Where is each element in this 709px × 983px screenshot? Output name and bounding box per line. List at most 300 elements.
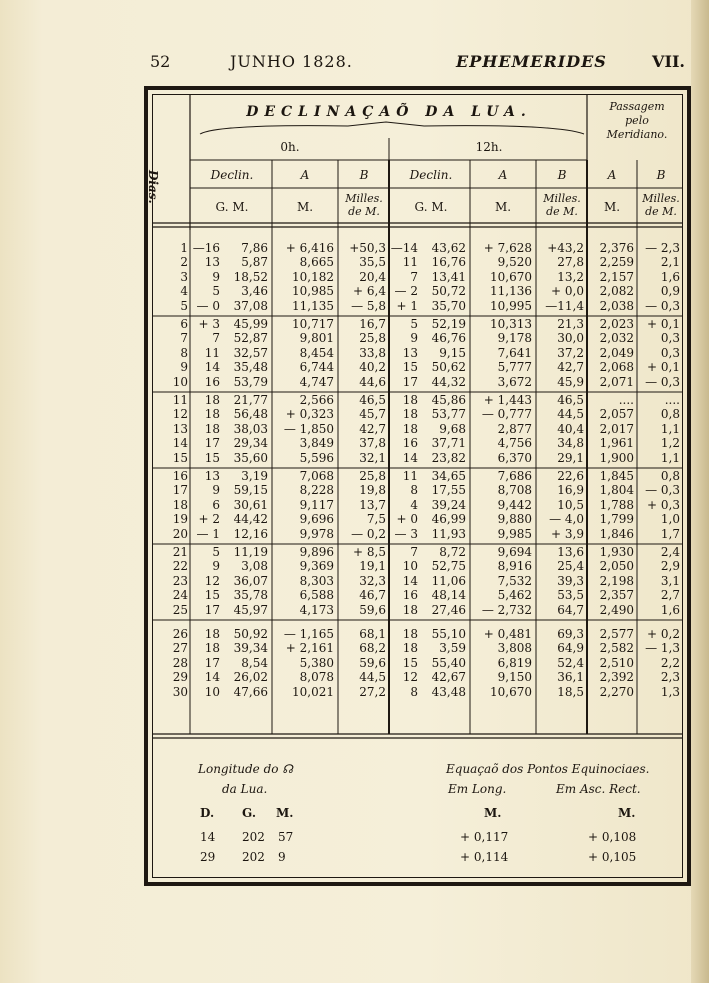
declin-12h-min-cell: 27,46 (431, 602, 466, 617)
declin-12h-deg-cell: 11 (402, 255, 418, 270)
a-passagem-cell: 1,804 (599, 483, 634, 498)
a-12h-cell: 9,178 (497, 331, 532, 346)
declin-12h-deg-cell: 12 (402, 670, 418, 685)
declin-0h-min-cell: 44,42 (233, 512, 268, 527)
b-0h-cell: 44,6 (359, 374, 386, 389)
a-0h-cell: 6,588 (299, 588, 334, 603)
declin-0h-min-cell: 7,86 (241, 241, 268, 255)
b-passagem-cell: 2,4 (660, 545, 680, 559)
a-passagem-cell: .... (618, 393, 634, 407)
a-0h-cell: 10,182 (292, 269, 334, 284)
declin-0h-min-cell: 56,48 (233, 407, 268, 422)
a-0h-cell: 5,596 (299, 450, 334, 465)
footer-minutes: 9 (278, 850, 286, 864)
a-0h-cell: 8,454 (299, 345, 334, 360)
day-cell: 8 (180, 345, 188, 360)
declin-0h-deg-cell: 6 (212, 497, 220, 512)
a-0h-cell: 4,173 (299, 602, 334, 617)
a-passagem-cell: 2,049 (599, 345, 634, 360)
b-0h-cell: — 0,2 (351, 526, 386, 541)
day-cell: 29 (172, 670, 188, 685)
declin-0h-min-cell: 3,19 (241, 469, 268, 483)
b-12h-cell: 13,6 (557, 545, 584, 559)
m-0h-unit: M. (296, 200, 314, 214)
b-12h-cell: 64,9 (557, 641, 584, 656)
declin-0h-deg-cell: 16 (204, 374, 220, 389)
b-0h-cell: 46,5 (359, 393, 386, 407)
b-12h-cell: 16,9 (557, 483, 584, 498)
declin-0h-deg-cell: 13 (204, 469, 220, 483)
declin-12h-min-cell: 9,68 (439, 421, 466, 436)
b-0h-cell: 42,7 (359, 421, 386, 436)
b-12h-cell: 37,2 (557, 345, 584, 360)
a-passagem-heading: A (607, 168, 617, 182)
footer-eq-long: + 0,114 (460, 850, 509, 864)
footer-asc-unit: M. (618, 806, 636, 820)
b-12h-cell: 27,8 (557, 255, 584, 270)
b-passagem-heading: B (656, 168, 666, 182)
b-0h-cell: + 6,4 (353, 284, 386, 299)
a-12h-cell: 9,985 (497, 526, 532, 541)
milles-0h-unit: Milles. de M. (345, 192, 383, 218)
declin-0h-min-cell: 45,99 (233, 317, 268, 331)
declin-0h-min-cell: 36,07 (233, 573, 268, 588)
milles-passagem-unit: Milles. de M. (642, 192, 680, 218)
declin-12h-deg-cell: 17 (402, 374, 418, 389)
declin-0h-min-cell: 18,52 (233, 269, 268, 284)
declin-0h-min-cell: 26,02 (233, 670, 268, 685)
m-12h-unit: M. (494, 200, 512, 214)
declin-0h-deg-cell: 9 (212, 269, 220, 284)
footer-long-unit: M. (484, 806, 502, 820)
declin-0h-min-cell: 38,03 (233, 421, 268, 436)
b-0h-cell: 44,5 (359, 670, 386, 685)
b-0h-cell: 37,8 (359, 436, 386, 451)
b-0h-cell: 16,7 (359, 317, 386, 331)
em-long-heading: Em Long. (448, 782, 507, 796)
day-cell: 27 (172, 641, 188, 656)
declin-0h-deg-cell: 7 (212, 331, 220, 346)
b-passagem-cell: 1,1 (660, 450, 680, 465)
declin-12h-deg-cell: 8 (410, 483, 418, 498)
declin-12h-deg-cell: —14 (390, 241, 418, 255)
declin-0h-deg-cell: —16 (192, 241, 220, 255)
declin-0h-heading: Declin. (210, 168, 254, 182)
footer-eq-long: + 0,117 (460, 830, 509, 844)
b-passagem-cell: — 0,3 (645, 298, 680, 313)
a-12h-cell: 10,670 (490, 269, 532, 284)
day-cell: 10 (172, 374, 188, 389)
declin-12h-min-cell: 55,10 (431, 627, 466, 641)
declin-0h-min-cell: 8,54 (241, 655, 268, 670)
b-0h-cell: 32,1 (359, 450, 386, 465)
declin-12h-min-cell: 52,75 (431, 559, 466, 574)
day-cell: 12 (172, 407, 188, 422)
b-0h-cell: +50,3 (349, 241, 386, 255)
b-passagem-cell: — 0,3 (645, 374, 680, 389)
book-gutter (691, 0, 709, 983)
declin-0h-deg-cell: 5 (212, 284, 220, 299)
a-12h-cell: 8,708 (497, 483, 532, 498)
declin-0h-deg-cell: 13 (204, 255, 220, 270)
b-passagem-cell: 1,6 (660, 602, 680, 617)
day-cell: 13 (172, 421, 188, 436)
a-12h-cell: — 2,732 (481, 602, 532, 617)
declin-12h-deg-cell: 18 (402, 627, 418, 641)
declin-12h-min-cell: 44,32 (431, 374, 466, 389)
a-12h-cell: 3,672 (497, 374, 532, 389)
b-0h-cell: 20,4 (359, 269, 386, 284)
declin-12h-deg-cell: 16 (402, 436, 418, 451)
a-passagem-cell: 1,845 (599, 469, 634, 483)
declin-0h-min-cell: 53,79 (233, 374, 268, 389)
b-passagem-cell: 1,6 (660, 269, 680, 284)
b-12h-cell: 42,7 (557, 360, 584, 375)
footer-day: 29 (200, 850, 216, 864)
declin-0h-min-cell: 29,34 (233, 436, 268, 451)
b-passagem-cell: 1,7 (660, 526, 680, 541)
b-12h-cell: 36,1 (557, 670, 584, 685)
b-passagem-cell: 1,0 (660, 512, 680, 527)
a-passagem-cell: 2,050 (599, 559, 634, 574)
a-0h-cell: 9,978 (299, 526, 334, 541)
a-passagem-cell: 2,023 (599, 317, 634, 331)
declin-12h-deg-cell: — 2 (394, 284, 418, 299)
footer-minutes: 57 (278, 830, 294, 844)
a-passagem-cell: 2,376 (599, 241, 634, 255)
declin-12h-deg-cell: 4 (410, 497, 418, 512)
declin-0h-deg-cell: 9 (212, 483, 220, 498)
b-0h-cell: 19,1 (359, 559, 386, 574)
a-12h-cell: 9,520 (497, 255, 532, 270)
declin-12h-min-cell: 45,86 (431, 393, 466, 407)
declin-12h-min-cell: 37,71 (431, 436, 466, 451)
a-passagem-cell: 2,577 (599, 627, 634, 641)
b-0h-cell: 25,8 (359, 331, 386, 346)
declin-12h-deg-cell: 7 (410, 269, 418, 284)
b-passagem-cell: — 0,3 (645, 483, 680, 498)
declin-0h-min-cell: 47,66 (233, 684, 268, 699)
declin-12h-min-cell: 55,40 (431, 655, 466, 670)
a-passagem-cell: 2,259 (599, 255, 634, 270)
volume-number: VII. (652, 52, 685, 71)
b-12h-cell: 13,2 (557, 269, 584, 284)
declin-12h-min-cell: 46,76 (431, 331, 466, 346)
declin-0h-deg-cell: 12 (204, 573, 220, 588)
a-0h-cell: 7,068 (299, 469, 334, 483)
a-0h-cell: 9,117 (299, 497, 334, 512)
declin-12h-min-cell: 8,72 (439, 545, 466, 559)
b-passagem-cell: 0,3 (660, 345, 680, 360)
declin-12h-min-cell: 35,70 (431, 298, 466, 313)
day-cell: 4 (180, 284, 188, 299)
a-0h-cell: 8,665 (299, 255, 334, 270)
a-0h-cell: 2,566 (299, 393, 334, 407)
a-passagem-cell: 2,071 (599, 374, 634, 389)
declin-12h-min-cell: 42,67 (431, 670, 466, 685)
declin-12h-deg-cell: 7 (410, 545, 418, 559)
day-cell: 3 (180, 269, 188, 284)
a-0h-cell: 6,744 (299, 360, 334, 375)
b-0h-cell: 7,5 (366, 512, 386, 527)
a-passagem-cell: 2,032 (599, 331, 634, 346)
day-cell: 16 (172, 469, 188, 483)
a-12h-cell: 5,777 (497, 360, 532, 375)
declin-0h-min-cell: 35,60 (233, 450, 268, 465)
milles-12h-unit: Milles. de M. (543, 192, 581, 218)
b-0h-cell: 13,7 (359, 497, 386, 512)
declin-0h-min-cell: 45,97 (233, 602, 268, 617)
a-0h-cell: 5,380 (299, 655, 334, 670)
day-cell: 20 (172, 526, 188, 541)
b-0h-cell: 35,5 (359, 255, 386, 270)
b-passagem-cell: 0,8 (660, 469, 680, 483)
a-12h-heading: A (498, 168, 508, 182)
declin-12h-deg-cell: 5 (410, 317, 418, 331)
day-cell: 1 (180, 241, 188, 255)
declin-0h-deg-cell: — 0 (196, 298, 220, 313)
footer-eq-asc: + 0,108 (588, 830, 637, 844)
declin-0h-deg-cell: 15 (204, 450, 220, 465)
b-0h-cell: — 5,8 (351, 298, 386, 313)
declin-0h-deg-cell: 15 (204, 588, 220, 603)
b-12h-cell: 45,9 (557, 374, 584, 389)
a-12h-cell: + 7,628 (483, 241, 532, 255)
b-12h-cell: 22,6 (557, 469, 584, 483)
declin-0h-deg-cell: + 2 (198, 512, 220, 527)
declin-0h-deg-cell: 18 (204, 641, 220, 656)
b-12h-cell: 39,3 (557, 573, 584, 588)
b-0h-cell: + 8,5 (353, 545, 386, 559)
declin-12h-min-cell: 48,14 (431, 588, 466, 603)
declin-12h-deg-cell: 11 (402, 469, 418, 483)
page-header (150, 52, 685, 76)
declin-12h-deg-cell: 14 (402, 450, 418, 465)
b-12h-heading: B (557, 168, 567, 182)
longitude-subtitle: da Lua. (222, 782, 268, 796)
b-12h-cell: 40,4 (557, 421, 584, 436)
b-12h-cell: 21,3 (557, 317, 584, 331)
day-cell: 19 (172, 512, 188, 527)
b-0h-heading: B (359, 168, 369, 182)
b-passagem-cell: + 0,1 (647, 317, 680, 331)
declin-12h-min-cell: 9,15 (439, 345, 466, 360)
a-12h-cell: + 0,481 (483, 627, 532, 641)
declin-0h-deg-cell: 14 (204, 360, 220, 375)
b-0h-cell: 46,7 (359, 588, 386, 603)
day-cell: 25 (172, 602, 188, 617)
b-12h-cell: — 4,0 (549, 512, 584, 527)
b-passagem-cell: — 2,3 (645, 241, 680, 255)
a-0h-cell: 8,078 (299, 670, 334, 685)
footer-col-g: G. (242, 806, 256, 820)
b-12h-cell: + 3,9 (551, 526, 584, 541)
declin-12h-min-cell: 43,48 (431, 684, 466, 699)
m-passagem-unit: M. (603, 200, 621, 214)
day-cell: 17 (172, 483, 188, 498)
declin-12h-min-cell: 50,62 (431, 360, 466, 375)
declin-0h-deg-cell: 9 (212, 559, 220, 574)
declin-0h-deg-cell: 18 (204, 421, 220, 436)
a-passagem-cell: 2,038 (599, 298, 634, 313)
b-12h-cell: 46,5 (557, 393, 584, 407)
a-passagem-cell: 2,157 (599, 269, 634, 284)
declin-12h-deg-cell: 18 (402, 421, 418, 436)
a-0h-heading: A (300, 168, 310, 182)
a-12h-cell: + 1,443 (483, 393, 532, 407)
declin-12h-deg-cell: 18 (402, 393, 418, 407)
declin-0h-deg-cell: 17 (204, 602, 220, 617)
a-passagem-cell: 2,082 (599, 284, 634, 299)
footer-degrees: 202 (242, 830, 265, 844)
declin-12h-min-cell: 11,06 (431, 573, 466, 588)
b-12h-cell: 52,4 (557, 655, 584, 670)
b-0h-cell: 19,8 (359, 483, 386, 498)
b-0h-cell: 25,8 (359, 469, 386, 483)
a-12h-cell: 10,995 (490, 298, 532, 313)
footer-col-d: D. (200, 806, 215, 820)
a-0h-cell: — 1,165 (283, 627, 334, 641)
b-passagem-cell: 0,9 (660, 284, 680, 299)
day-cell: 6 (180, 317, 188, 331)
a-0h-cell: 4,747 (299, 374, 334, 389)
a-12h-cell: 11,136 (490, 284, 532, 299)
b-12h-cell: 69,3 (557, 627, 584, 641)
a-passagem-cell: 1,788 (599, 497, 634, 512)
declin-0h-min-cell: 32,57 (233, 345, 268, 360)
a-12h-cell: 9,442 (497, 497, 532, 512)
b-passagem-cell: + 0,3 (647, 497, 680, 512)
declin-12h-deg-cell: — 3 (394, 526, 418, 541)
b-passagem-cell: 2,2 (660, 655, 680, 670)
footer-degrees: 202 (242, 850, 265, 864)
ephemeris-frame (144, 86, 691, 886)
a-passagem-cell: 1,961 (599, 436, 634, 451)
declin-0h-min-cell: 37,08 (233, 298, 268, 313)
a-passagem-cell: 2,198 (599, 573, 634, 588)
a-passagem-cell: 1,900 (599, 450, 634, 465)
b-12h-cell: 30,0 (557, 331, 584, 346)
a-passagem-cell: 1,799 (599, 512, 634, 527)
b-12h-cell: 34,8 (557, 436, 584, 451)
b-passagem-cell: 2,3 (660, 670, 680, 685)
b-12h-cell: + 0,0 (551, 284, 584, 299)
day-cell: 26 (172, 627, 188, 641)
declin-12h-deg-cell: 13 (402, 345, 418, 360)
a-passagem-cell: 2,510 (599, 655, 634, 670)
a-passagem-cell: 2,270 (599, 684, 634, 699)
declin-12h-min-cell: 34,65 (431, 469, 466, 483)
a-passagem-cell: 2,068 (599, 360, 634, 375)
b-passagem-cell: 0,3 (660, 331, 680, 346)
b-0h-cell: 27,2 (359, 684, 386, 699)
a-12h-cell: 5,462 (497, 588, 532, 603)
a-passagem-cell: 2,357 (599, 588, 634, 603)
b-0h-cell: 40,2 (359, 360, 386, 375)
declin-12h-deg-cell: 10 (402, 559, 418, 574)
declin-12h-min-cell: 3,59 (439, 641, 466, 656)
declin-0h-deg-cell: 11 (204, 345, 220, 360)
gm-0h-unit: G. M. (215, 200, 249, 214)
a-12h-cell: 6,819 (497, 655, 532, 670)
equacao-title: Equaçaõ dos Pontos Equinociaes. (446, 762, 650, 776)
b-0h-cell: 32,3 (359, 573, 386, 588)
day-cell: 24 (172, 588, 188, 603)
declin-0h-deg-cell: — 1 (196, 526, 220, 541)
a-12h-cell: 9,150 (497, 670, 532, 685)
declin-0h-deg-cell: 18 (204, 627, 220, 641)
declin-0h-min-cell: 35,48 (233, 360, 268, 375)
a-0h-cell: 8,228 (299, 483, 334, 498)
footer-eq-asc: + 0,105 (588, 850, 637, 864)
b-0h-cell: 59,6 (359, 602, 386, 617)
a-12h-cell: 3,808 (497, 641, 532, 656)
declin-12h-deg-cell: + 1 (396, 298, 418, 313)
footer-day: 14 (200, 830, 216, 844)
day-cell: 11 (172, 393, 188, 407)
table-title: DECLINAÇAÕ DA LUA. (246, 104, 532, 120)
b-12h-cell: 18,5 (557, 684, 584, 699)
a-0h-cell: 10,717 (292, 317, 334, 331)
longitude-title: Longitude do ☊ (198, 762, 293, 776)
declin-0h-min-cell: 52,87 (233, 331, 268, 346)
declin-12h-min-cell: 13,41 (431, 269, 466, 284)
a-12h-cell: 7,532 (497, 573, 532, 588)
day-cell: 21 (172, 545, 188, 559)
a-12h-cell: 8,916 (497, 559, 532, 574)
a-0h-cell: 8,303 (299, 573, 334, 588)
declin-0h-deg-cell: 17 (204, 436, 220, 451)
declin-0h-deg-cell: + 3 (198, 317, 220, 331)
declin-12h-min-cell: 53,77 (431, 407, 466, 422)
declin-0h-min-cell: 21,77 (233, 393, 268, 407)
day-cell: 23 (172, 573, 188, 588)
dias-heading: Dias. (146, 170, 160, 204)
b-passagem-cell: .... (664, 393, 680, 407)
b-passagem-cell: + 0,1 (647, 360, 680, 375)
declin-12h-min-cell: 52,19 (431, 317, 466, 331)
declin-0h-min-cell: 30,61 (233, 497, 268, 512)
declin-12h-deg-cell: 18 (402, 641, 418, 656)
b-0h-cell: 68,2 (359, 641, 386, 656)
b-passagem-cell: 0,8 (660, 407, 680, 422)
declin-12h-min-cell: 17,55 (431, 483, 466, 498)
a-12h-cell: 9,880 (497, 512, 532, 527)
declin-12h-min-cell: 39,24 (431, 497, 466, 512)
em-asc-heading: Em Asc. Rect. (556, 782, 641, 796)
a-0h-cell: 9,801 (299, 331, 334, 346)
a-0h-cell: 10,021 (292, 684, 334, 699)
a-0h-cell: 11,135 (292, 298, 334, 313)
b-passagem-cell: — 1,3 (645, 641, 680, 656)
b-0h-cell: 33,8 (359, 345, 386, 360)
a-0h-cell: + 2,161 (285, 641, 334, 656)
declin-12h-min-cell: 23,82 (431, 450, 466, 465)
footer-col-m: M. (276, 806, 294, 820)
declin-12h-deg-cell: 15 (402, 360, 418, 375)
b-0h-cell: 45,7 (359, 407, 386, 422)
declin-0h-deg-cell: 17 (204, 655, 220, 670)
gm-12h-unit: G. M. (414, 200, 448, 214)
day-cell: 7 (180, 331, 188, 346)
declin-12h-deg-cell: 8 (410, 684, 418, 699)
running-month: JUNHO 1828. (230, 52, 353, 71)
declin-0h-min-cell: 59,15 (233, 483, 268, 498)
declin-12h-deg-cell: 18 (402, 407, 418, 422)
day-cell: 2 (180, 255, 188, 270)
day-cell: 9 (180, 360, 188, 375)
b-passagem-cell: 2,9 (660, 559, 680, 574)
